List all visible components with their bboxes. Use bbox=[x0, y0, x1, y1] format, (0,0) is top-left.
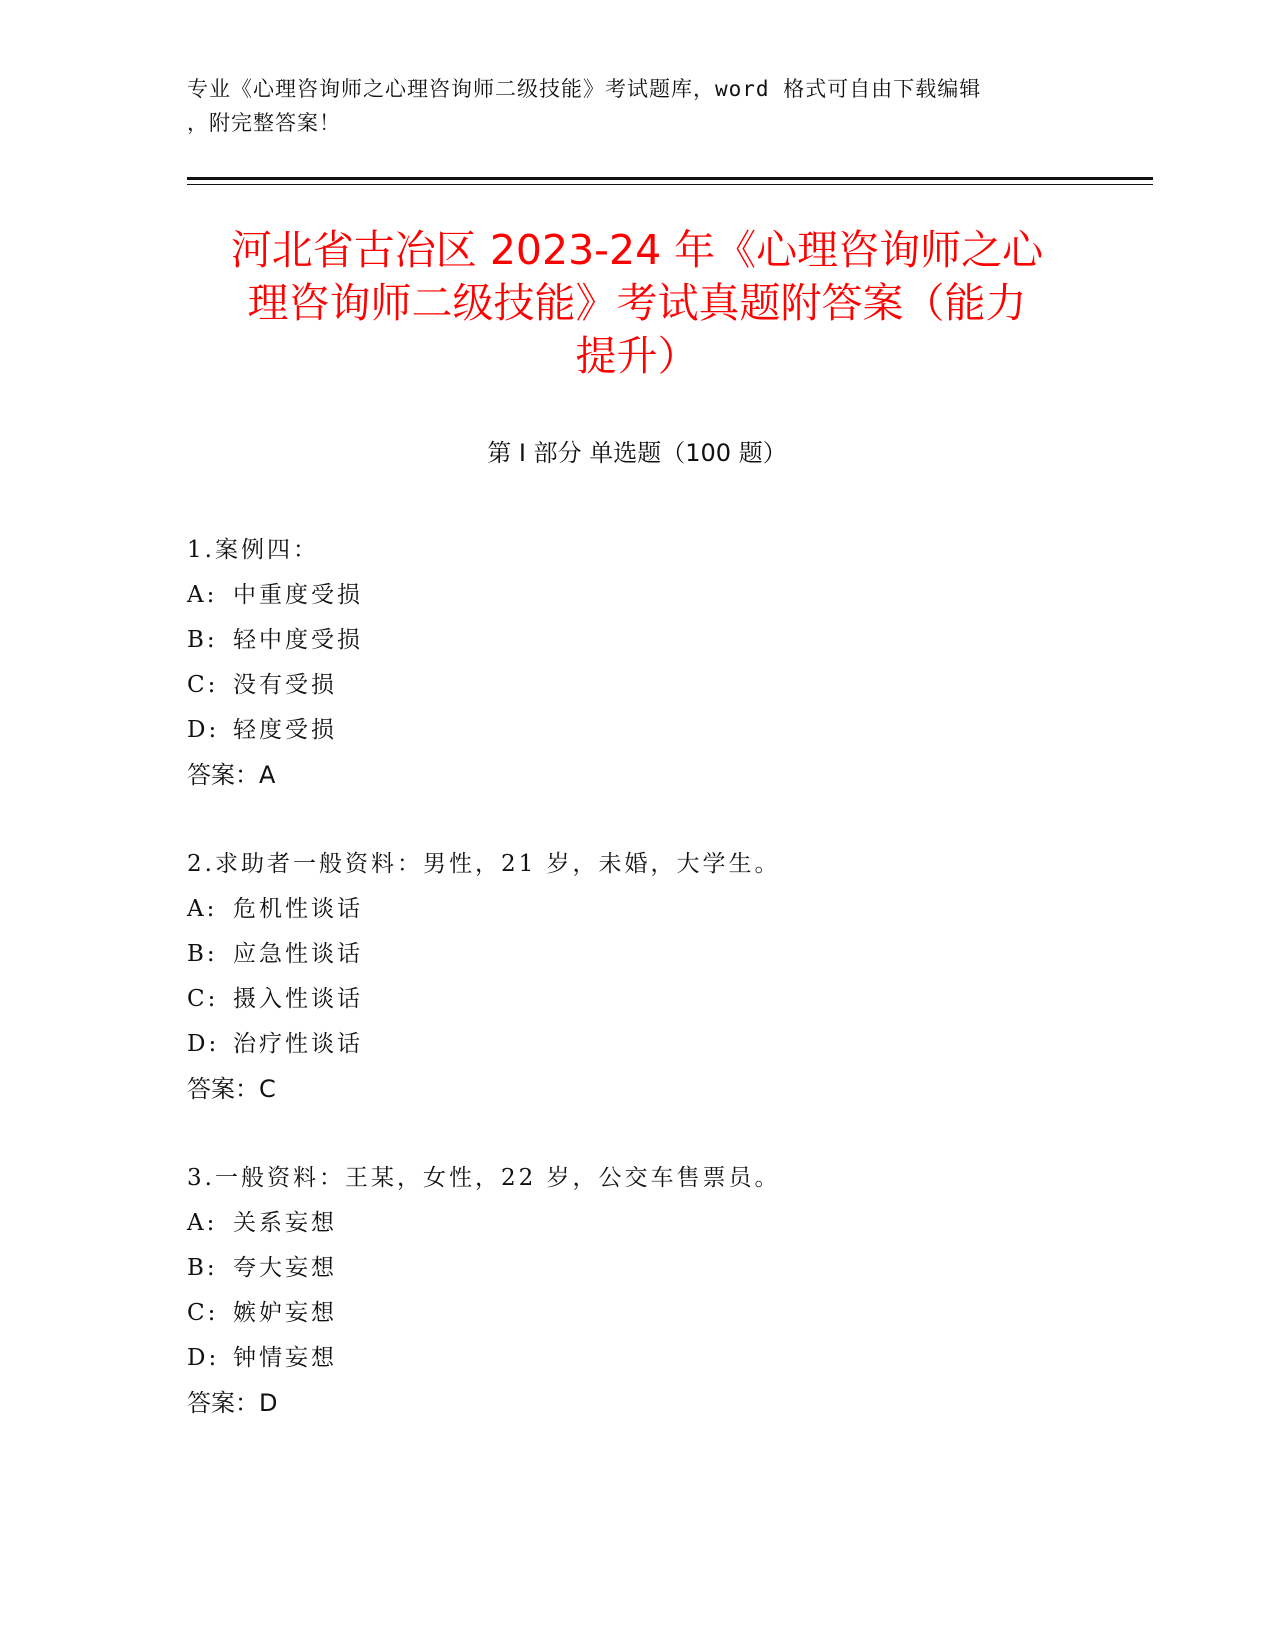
answer: 答案：C bbox=[187, 1075, 276, 1103]
option-text: 摄入性谈话 bbox=[233, 986, 363, 1012]
header-divider-thin bbox=[187, 184, 1153, 185]
option-text: 应急性谈话 bbox=[233, 941, 363, 967]
option-key: C: bbox=[187, 1300, 219, 1326]
header-note-line-1: 专业《心理咨询师之心理咨询师二级技能》考试题库，word 格式可自由下载编辑 bbox=[187, 77, 982, 101]
option-d bbox=[187, 1336, 1087, 1381]
document-title bbox=[187, 224, 1087, 383]
question-stem: 3.一般资料：王某，女性，22 岁，公交车售票员。 bbox=[187, 1165, 781, 1191]
option-key: D: bbox=[187, 1031, 220, 1057]
option-key: B: bbox=[187, 941, 218, 967]
option-b bbox=[187, 618, 1087, 663]
option-key: A: bbox=[187, 1210, 218, 1236]
question-3 bbox=[187, 1156, 1087, 1426]
option-key: B: bbox=[187, 627, 218, 653]
option-key: C: bbox=[187, 986, 219, 1012]
option-text: 没有受损 bbox=[233, 672, 337, 698]
question-list bbox=[187, 528, 1087, 1470]
title-line-3: 提升） bbox=[575, 332, 699, 380]
option-text: 危机性谈话 bbox=[233, 896, 363, 922]
option-d bbox=[187, 1022, 1087, 1067]
question-stem: 2.求助者一般资料：男性，21 岁，未婚，大学生。 bbox=[187, 851, 781, 877]
option-d bbox=[187, 708, 1087, 753]
option-c bbox=[187, 977, 1087, 1022]
header-note bbox=[187, 72, 1067, 140]
title-line-2: 理咨询师二级技能》考试真题附答案（能力 bbox=[247, 279, 1027, 327]
option-key: A: bbox=[187, 582, 218, 608]
option-key: D: bbox=[187, 717, 220, 743]
option-text: 钟情妄想 bbox=[233, 1345, 337, 1371]
option-a bbox=[187, 1201, 1087, 1246]
option-key: B: bbox=[187, 1255, 218, 1281]
option-key: D: bbox=[187, 1345, 220, 1371]
option-a bbox=[187, 573, 1087, 618]
section-heading: 第 I 部分 单选题（100 题） bbox=[487, 439, 787, 467]
option-c bbox=[187, 663, 1087, 708]
option-text: 嫉妒妄想 bbox=[233, 1300, 337, 1326]
option-b bbox=[187, 932, 1087, 977]
option-text: 夸大妄想 bbox=[233, 1255, 337, 1281]
header-note-line-2: ，附完整答案！ bbox=[187, 111, 341, 135]
answer: 答案：D bbox=[187, 1389, 278, 1417]
option-a bbox=[187, 887, 1087, 932]
option-text: 轻中度受损 bbox=[233, 627, 363, 653]
question-2 bbox=[187, 842, 1087, 1112]
option-c bbox=[187, 1291, 1087, 1336]
option-text: 治疗性谈话 bbox=[233, 1031, 363, 1057]
option-text: 轻度受损 bbox=[233, 717, 337, 743]
option-text: 中重度受损 bbox=[233, 582, 363, 608]
title-line-1: 河北省古冶区 2023-24 年《心理咨询师之心 bbox=[230, 226, 1044, 274]
answer: 答案：A bbox=[187, 761, 276, 789]
question-stem: 1.案例四： bbox=[187, 537, 319, 563]
option-b bbox=[187, 1246, 1087, 1291]
option-key: C: bbox=[187, 672, 219, 698]
option-text: 关系妄想 bbox=[233, 1210, 337, 1236]
question-1 bbox=[187, 528, 1087, 798]
option-key: A: bbox=[187, 896, 218, 922]
header-divider-thick bbox=[187, 177, 1153, 180]
